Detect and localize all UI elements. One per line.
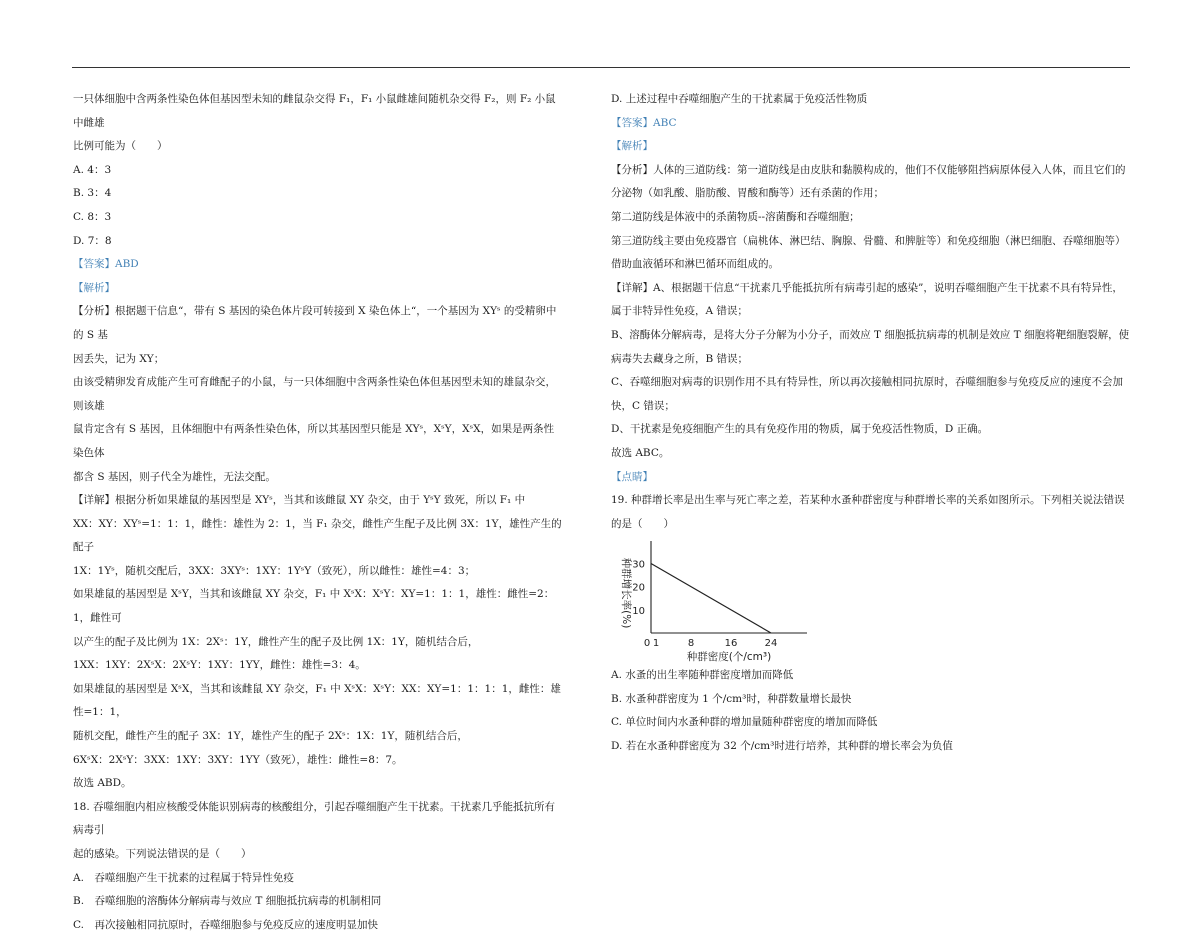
q18-analysis-line: 借助血液循环和淋巴循环而组成的。 xyxy=(611,258,779,271)
q17-detail-line: 随机交配，雌性产生的配子 3X：1Y，雄性产生的配子 2Xˢ：1X：1Y，随机结合后， xyxy=(73,730,468,743)
left-column xyxy=(73,88,563,937)
q19-option-b: B. 水蚤种群密度为 1 个/cm³时，种群数量增长最快 xyxy=(611,692,852,705)
q18-analysis-line: 第三道防线主要由免疫器官（扁桃体、淋巴结、胸腺、骨髓、和脾脏等）和免疫细胞（淋巴细胞、吞噬细胞等） xyxy=(611,234,1126,247)
q18-stem-line2: 起的感染。下列说法错误的是（ ） xyxy=(73,848,252,860)
q17-stem-line1: 一只体细胞中含两条性染色体但基因型未知的雌鼠杂交得 F₁，F₁ 小鼠雌雄间随机杂交得 F₂，则 F₂ 小鼠中雌雄 xyxy=(73,93,556,129)
y-tick-label: 10 xyxy=(632,606,645,618)
q17-analysis-heading: 【解析】 xyxy=(73,281,115,294)
x-tick-label: 0 xyxy=(643,638,651,650)
q17-detail-line: 1X：1Yˢ，随机交配后，3XX：3XYˢ：1XY：1YˢY（致死），所以雌性：雄性=4：3； xyxy=(73,564,476,577)
x-tick-label: 1 xyxy=(652,638,660,650)
q19-option-a: A. 水蚤的出生率随种群密度增加而降低 xyxy=(611,669,794,682)
q17-detail-line: 6XˢX：2XˢY：3XX：1XY：3XY：1YY（致死），雄性：雌性=8：7。 xyxy=(73,753,403,766)
q17-option-c: C. 8：3 xyxy=(73,210,112,223)
q19-chart-svg xyxy=(611,538,851,664)
q17-analysis-line: 因丢失，记为 XY； xyxy=(73,352,165,365)
x-tick-label: 16 xyxy=(724,638,738,650)
q17-detail-line: 如果雄鼠的基因型是 XˢY，当其和该雌鼠 XY 杂交，F₁ 中 XˢX：XˢY：XY=1：1：1，雄性：雌性=2：1，雌性可 xyxy=(73,588,555,625)
q17-answer: 【答案】ABD xyxy=(73,258,139,271)
q17-option-d: D. 7：8 xyxy=(73,234,112,247)
q17-analysis-line: 由该受精卵发育成能产生可育雌配子的小鼠，与一只体细胞中含两条性染色体但基因型未知的雄鼠杂交，则该雄 xyxy=(73,376,556,412)
q19-stem-line1: 19. 种群增长率是出生率与死亡率之差，若某种水蚤种群密度与种群增长率的关系如图所示。下列相关说法错误 xyxy=(611,494,1125,507)
q18-detail-line: 快，C 错误； xyxy=(611,399,675,412)
q18-option-a: A. 吞噬细胞产生干扰素的过程属于特异性免疫 xyxy=(73,871,294,884)
q17-conclusion: 故选 ABD。 xyxy=(73,777,132,790)
y-axis-label: 种群增长率(%) xyxy=(620,557,632,629)
y-tick-label: 20 xyxy=(632,582,645,594)
q19-option-c: C. 单位时间内水蚤种群的增加量随种群密度的增加而降低 xyxy=(611,716,878,729)
q18-answer: 【答案】ABC xyxy=(611,116,677,129)
q17-option-b: B. 3：4 xyxy=(73,187,112,200)
q18-comment-heading: 【点睛】 xyxy=(611,470,653,483)
q17-detail-line: 以产生的配子及比例为 1X：2Xˢ：1Y，雌性产生的配子及比例 1X：1Y，随机结合后， xyxy=(73,635,479,648)
q17-detail-line: XX：XY：XYˢ=1：1：1，雌性：雄性为 2：1，当 F₁ 杂交，雌性产生配子及比例 3X：1Y，雄性产生的配子 xyxy=(73,517,562,554)
series-line xyxy=(651,564,771,633)
q17-detail-line: 【详解】根据分析如果雄鼠的基因型是 XYˢ，当其和该雌鼠 XY 杂交，由于 YˢY 致死，所以 F₁ 中 xyxy=(73,494,526,507)
q17-analysis-line: 都含 S 基因，则子代全为雄性，无法交配。 xyxy=(73,470,276,483)
q17-stem-line2: 比例可能为（ ） xyxy=(73,140,168,153)
q18-analysis-line: 【分析】人体的三道防线：第一道防线是由皮肤和黏膜构成的，他们不仅能够阻挡病原体侵入人体，而且它们的 xyxy=(611,163,1126,176)
right-column xyxy=(611,88,1131,759)
q19-option-d: D. 若在水蚤种群密度为 32 个/cm³时进行培养，其种群的增长率会为负值 xyxy=(611,740,953,753)
q17-detail-line: 1XX：1XY：2XˢX：2XˢY：1XY：1YY，雌性：雄性=3：4。 xyxy=(73,659,366,672)
q18-analysis-heading: 【解析】 xyxy=(611,140,653,153)
q19-stem-line2: 的是（ ） xyxy=(611,517,674,530)
q17-detail-line: 如果雄鼠的基因型是 XˢX，当其和该雌鼠 XY 杂交，F₁ 中 XˢX：XˢY：XX：XY=1：1：1：1，雌性：雄性=1：1， xyxy=(73,682,561,719)
q18-detail-line: C、吞噬细胞对病毒的识别作用不具有特异性，所以再次接触相同抗原时，吞噬细胞参与免疫反应的速度不会加 xyxy=(611,376,1124,389)
x-tick-label: 24 xyxy=(764,638,778,650)
x-tick-label: 8 xyxy=(687,638,695,650)
q18-detail-line: 【详解】A、根据题干信息“干扰素几乎能抵抗所有病毒引起的感染”，说明吞噬细胞产生干扰素不具有特异性， xyxy=(611,281,1123,294)
q18-analysis-line: 分泌物（如乳酸、脂肪酸、胃酸和酶等）还有杀菌的作用； xyxy=(611,187,884,200)
q18-stem-line1: 18. 吞噬细胞内相应核酸受体能识别病毒的核酸组分，引起吞噬细胞产生干扰素。干扰素几乎能抵抗所有病毒引 xyxy=(73,800,556,837)
q18-option-d: D. 上述过程中吞噬细胞产生的干扰素属于免疫活性物质 xyxy=(611,93,868,105)
y-tick-label: 30 xyxy=(632,559,645,571)
x-axis-label: 种群密度(个/cm³) xyxy=(686,651,772,664)
q18-detail-line: 属于非特异性免疫，A 错误； xyxy=(611,305,748,318)
q19-chart xyxy=(611,538,1131,664)
q18-detail-line: B、溶酶体分解病毒，是将大分子分解为小分子，而效应 T 细胞抵抗病毒的机制是效应 T 细胞将靶细胞裂解，使 xyxy=(611,328,1130,341)
q17-analysis-line: 鼠肯定含有 S 基因，且体细胞中有两条性染色体，所以其基因型只能是 XYˢ，XˢY，XˢX，如果是两条性染色体 xyxy=(73,423,555,459)
q17-analysis-line: 【分析】根据题干信息“，带有 S 基因的染色体片段可转接到 X 染色体上“，一个基因为 XYˢ 的受精卵中的 S 基 xyxy=(73,305,557,341)
q18-conclusion: 故选 ABC。 xyxy=(611,446,670,459)
q18-detail-line: 病毒失去藏身之所，B 错误； xyxy=(611,352,749,365)
q18-option-b: B. 吞噬细胞的溶酶体分解病毒与效应 T 细胞抵抗病毒的机制相同 xyxy=(73,895,382,908)
q18-analysis-line: 第二道防线是体液中的杀菌物质--溶菌酶和吞噬细胞； xyxy=(611,210,860,223)
header-rule xyxy=(72,67,1130,68)
q18-detail-line: D、干扰素是免疫细胞产生的具有免疫作用的物质，属于免疫活性物质，D 正确。 xyxy=(611,423,989,436)
q17-option-a: A. 4：3 xyxy=(73,163,112,176)
q18-option-c: C. 再次接触相同抗原时，吞噬细胞参与免疫反应的速度明显加快 xyxy=(73,918,378,931)
